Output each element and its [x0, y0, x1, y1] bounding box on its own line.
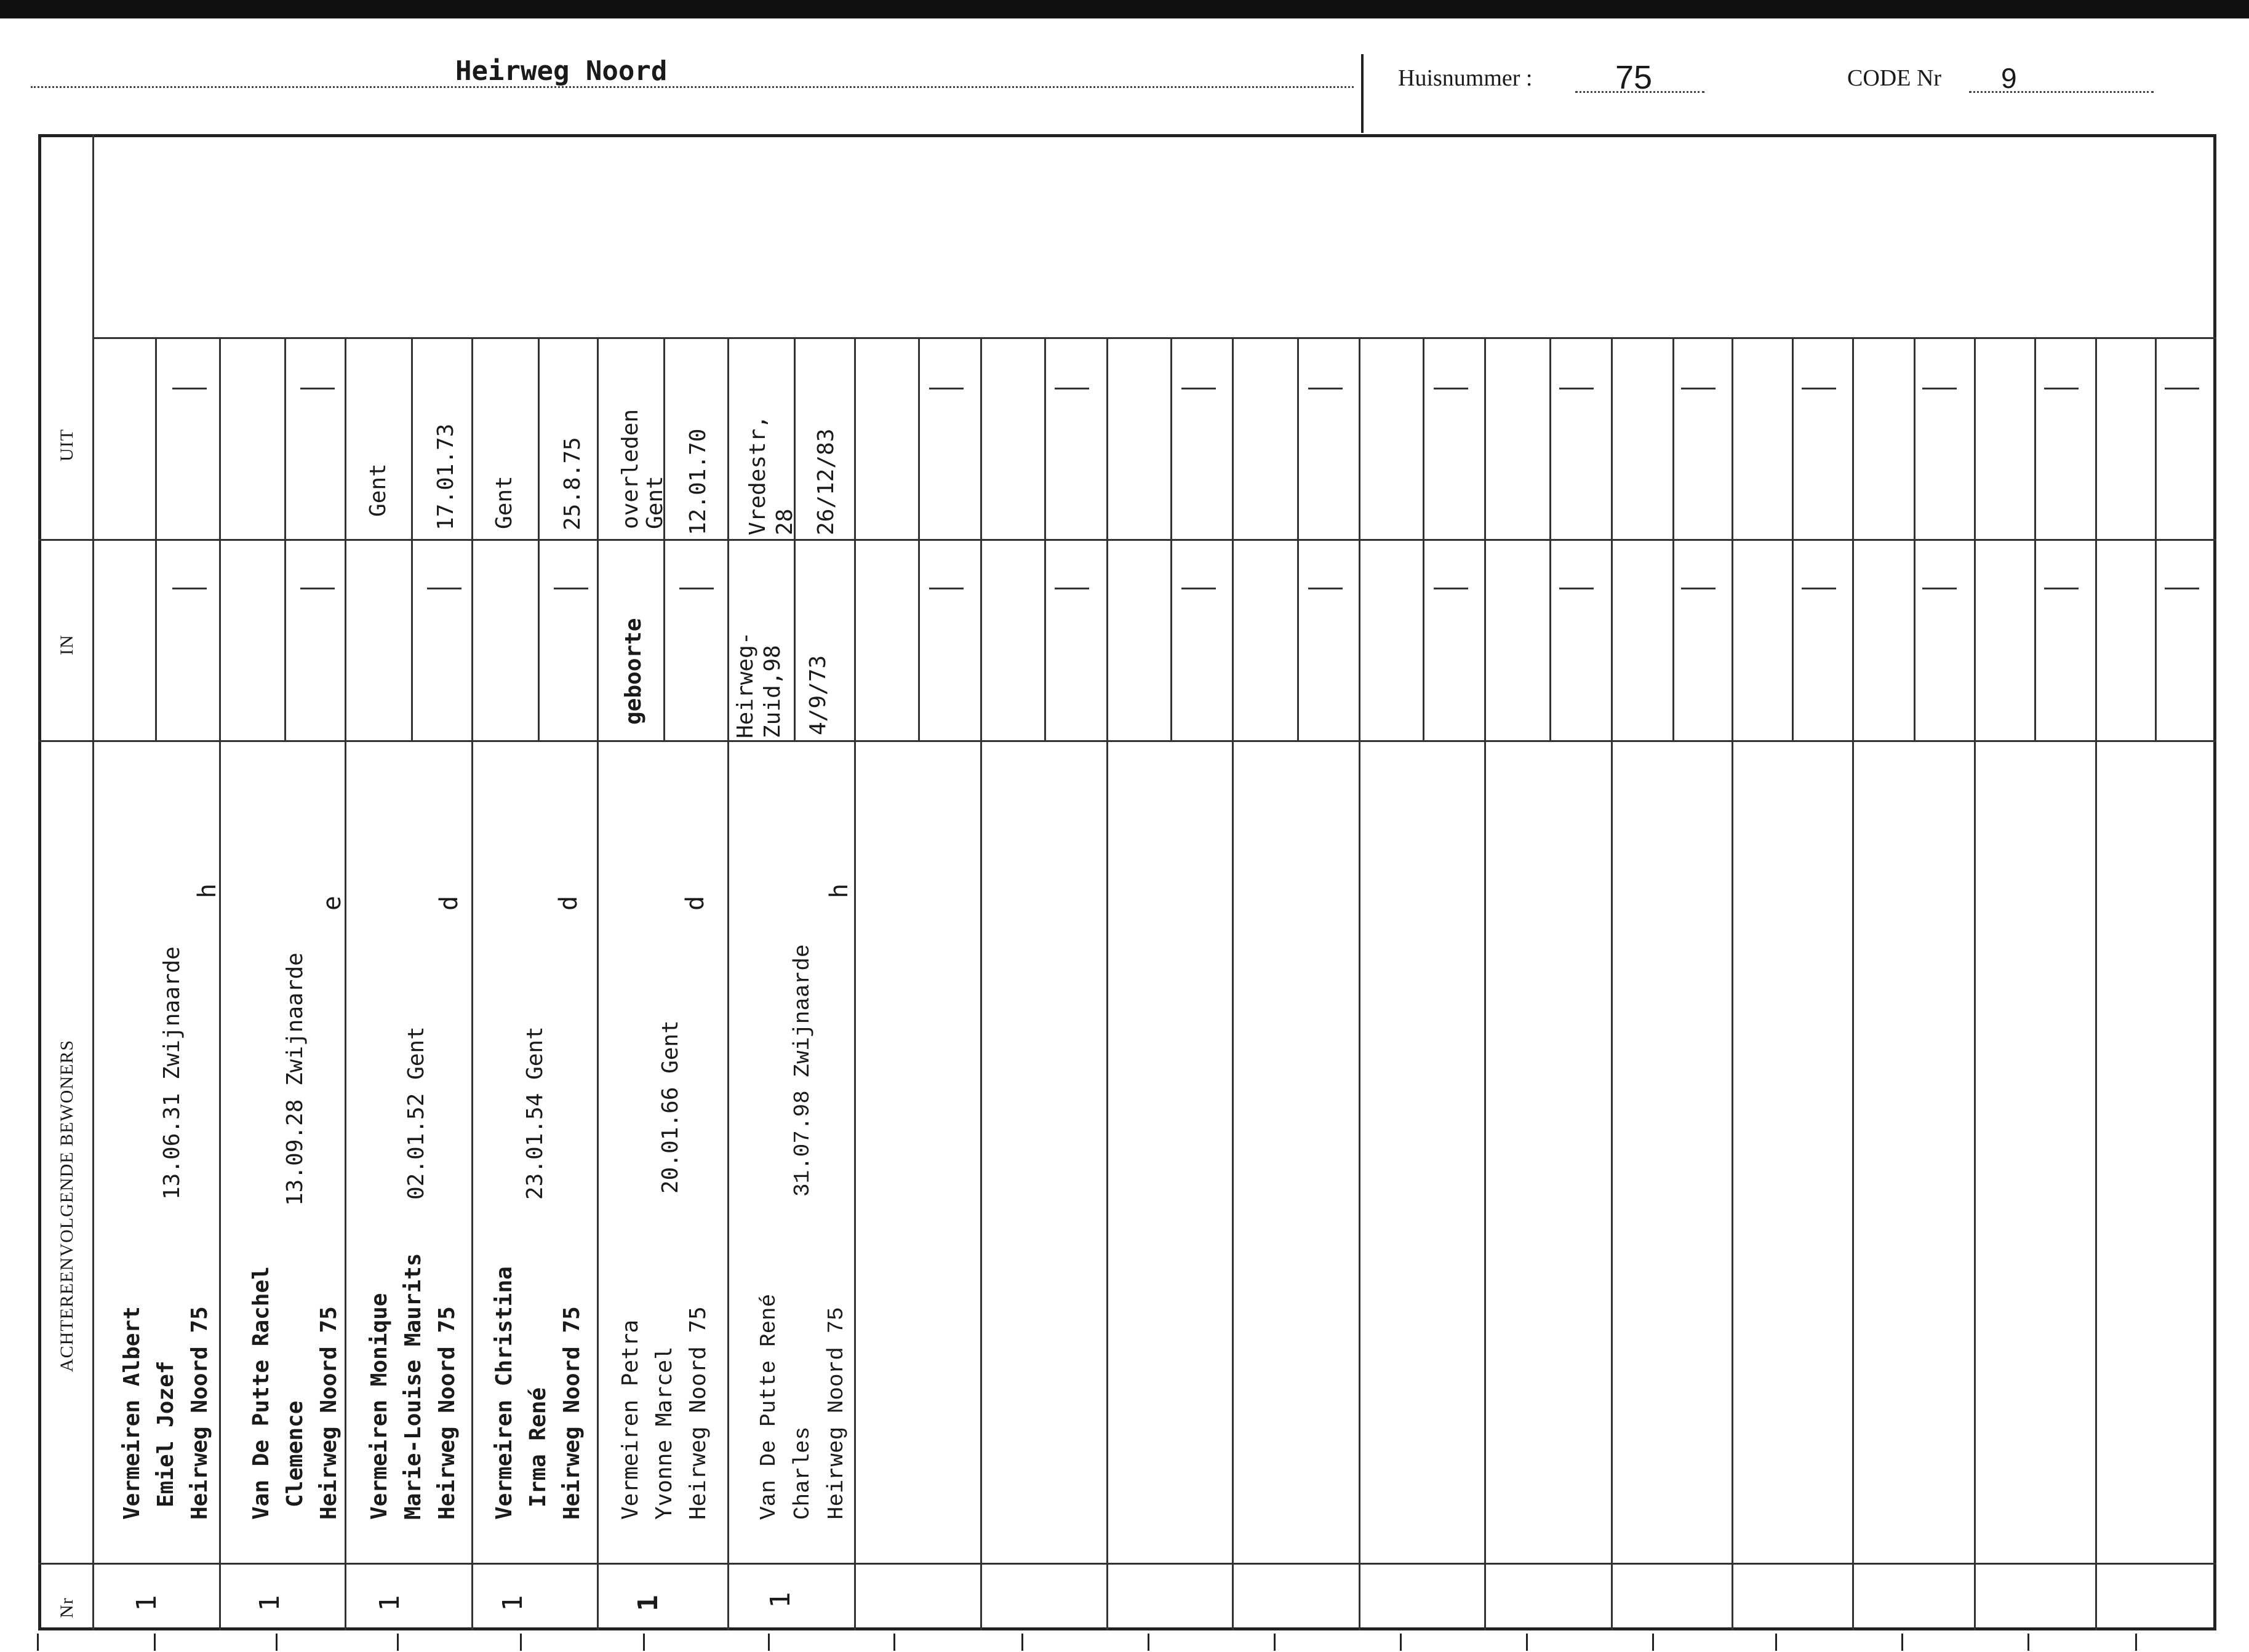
subcol-divider — [1423, 337, 1424, 740]
col-divider — [345, 337, 346, 1630]
empty-dash — [929, 388, 964, 389]
col-divider — [1852, 337, 1854, 1630]
entry-3-mark: d — [435, 895, 464, 911]
empty-dash — [300, 388, 335, 389]
col-divider — [1359, 337, 1360, 1630]
entry-1-address: Heirweg Noord 75 — [187, 1306, 212, 1520]
col-divider — [727, 337, 729, 1630]
empty-dash — [172, 588, 207, 589]
entry-6-address: Heirweg Noord 75 — [824, 1307, 849, 1520]
code-line — [1969, 91, 2154, 93]
divider-bewoners-nr — [38, 1563, 2216, 1565]
subcol-divider — [155, 337, 157, 740]
entry-5-birth: 20.01.66 Gent — [658, 1020, 683, 1194]
subcol-divider — [538, 337, 540, 740]
section-label-in: IN — [57, 634, 77, 655]
empty-dash — [1308, 388, 1343, 389]
entry-3-nr: 1 — [374, 1595, 405, 1611]
header-divider — [1361, 54, 1364, 133]
empty-dash — [554, 588, 588, 589]
entry-3-birth: 02.01.52 Gent — [404, 1026, 429, 1200]
subcol-divider — [1044, 337, 1046, 740]
entry-4-mark: d — [554, 895, 583, 911]
subcol-divider — [1792, 337, 1794, 740]
entry-2-nr: 1 — [254, 1595, 286, 1611]
entry-3-address: Heirweg Noord 75 — [434, 1306, 460, 1520]
entry-3-uit-date: 17.01.73 — [433, 423, 458, 530]
entry-5-address: Heirweg Noord 75 — [685, 1306, 711, 1520]
col-divider — [854, 337, 856, 1630]
subcol-divider — [918, 337, 920, 740]
subcol-divider — [1914, 337, 1915, 740]
empty-dash — [1434, 588, 1468, 589]
empty-dash — [1055, 588, 1089, 589]
empty-dash — [679, 588, 714, 589]
col-divider — [1974, 337, 1976, 1630]
entry-6-uit-place: Vredestr, 28 — [745, 415, 797, 535]
subcol-divider — [1672, 337, 1674, 740]
empty-dash — [1181, 588, 1216, 589]
subcol-divider — [2034, 337, 2036, 740]
bottom-tick — [2135, 1634, 2137, 1651]
empty-dash — [1055, 388, 1089, 389]
entry-1-name: Vermeiren Albert — [119, 1306, 145, 1520]
entry-4-address: Heirweg Noord 75 — [559, 1306, 585, 1520]
entry-5-nr: 1 — [632, 1595, 664, 1611]
bottom-tick — [1775, 1634, 1777, 1651]
subcol-divider — [411, 337, 413, 740]
entry-2-name2: Clemence — [282, 1400, 308, 1507]
bottom-tick — [643, 1634, 645, 1651]
subcol-divider — [2155, 337, 2157, 740]
empty-dash — [2044, 388, 2079, 389]
entry-2-birth: 13.09.28 Zwijnaarde — [282, 952, 308, 1206]
section-label-nr: Nr — [57, 1597, 77, 1618]
entry-1-birth: 13.06.31 Zwijnaarde — [159, 946, 185, 1200]
empty-dash — [1802, 588, 1836, 589]
empty-dash — [2165, 588, 2199, 589]
bottom-tick — [893, 1634, 895, 1651]
empty-dash — [1434, 388, 1468, 389]
entry-1-name2: Emiel Jozef — [153, 1360, 178, 1507]
entry-5-in-place: geboorte — [621, 618, 646, 725]
entry-2-name: Van De Putte Rachel — [249, 1266, 274, 1520]
divider-in-bewoners — [38, 740, 2216, 742]
empty-dash — [1559, 588, 1594, 589]
entry-4-name: Vermeiren Christina — [492, 1266, 517, 1520]
bottom-tick — [2027, 1634, 2029, 1651]
entry-6-in-place: Heirweg- Zuid,98 — [733, 631, 785, 738]
bottom-tick — [154, 1634, 156, 1651]
entry-4-uit-date: 25.8.75 — [560, 437, 585, 530]
entry-5-uit-date: 12.01.70 — [685, 428, 711, 535]
empty-dash — [2044, 588, 2079, 589]
subcol-divider — [794, 337, 796, 740]
col-divider — [1232, 337, 1234, 1630]
empty-dash — [1922, 388, 1957, 389]
empty-dash — [1308, 588, 1343, 589]
empty-dash — [2165, 388, 2199, 389]
entry-5-uit-place: overleden Gent — [618, 409, 668, 529]
bottom-tick — [520, 1634, 522, 1651]
entry-1-mark: h — [193, 883, 222, 899]
label-column-divider — [92, 134, 94, 1630]
col-divider — [2095, 337, 2097, 1630]
entry-5-mark: d — [681, 895, 710, 911]
entry-3-uit-place: Gent — [366, 463, 391, 517]
empty-dash — [1681, 588, 1716, 589]
col-divider — [471, 337, 473, 1630]
empty-dash — [1802, 388, 1836, 389]
section-label-bewoners: ACHTEREENVOLGENDE BEWONERS — [57, 1039, 77, 1372]
bottom-tick — [1274, 1634, 1276, 1651]
entry-5-name2: Yvonne Marcel — [652, 1346, 677, 1520]
entry-3-name2: Marie-Louise Maurits — [401, 1253, 426, 1520]
bottom-tick — [1021, 1634, 1023, 1651]
entry-6-nr: 1 — [764, 1592, 796, 1608]
huisnummer-label: Huisnummer : — [1398, 65, 1533, 91]
subcol-divider — [1549, 337, 1551, 740]
entry-6-mark: h — [825, 883, 854, 899]
col-divider — [1732, 337, 1733, 1630]
subcol-divider — [284, 337, 286, 740]
entry-6-birth: 31.07.98 Zwijnaarde — [790, 944, 815, 1197]
empty-dash — [172, 388, 207, 389]
bottom-tick — [1148, 1634, 1149, 1651]
scan-top-edge — [0, 0, 2249, 18]
code-value: 9 — [2001, 62, 2017, 94]
subcol-divider — [663, 337, 665, 740]
bottom-tick — [1652, 1634, 1654, 1651]
bottom-tick — [397, 1634, 399, 1651]
entry-4-nr: 1 — [497, 1595, 529, 1611]
entry-4-name2: Irma René — [525, 1387, 551, 1507]
bottom-tick — [276, 1634, 278, 1651]
empty-dash — [1681, 388, 1716, 389]
entry-6-name2: Charles — [790, 1426, 815, 1520]
entry-5-name: Vermeiren Petra — [618, 1319, 643, 1520]
empty-dash — [427, 588, 461, 589]
entry-1-nr: 1 — [130, 1595, 162, 1611]
entry-6-uit-date: 26/12/83 — [813, 428, 839, 535]
empty-dash — [929, 588, 964, 589]
col-divider — [1611, 337, 1613, 1630]
col-divider — [219, 337, 221, 1630]
entry-3-name: Vermeiren Monique — [367, 1293, 392, 1520]
street-line — [31, 86, 1354, 88]
empty-dash — [300, 588, 335, 589]
entry-4-birth: 23.01.54 Gent — [522, 1026, 548, 1200]
bottom-tick — [1901, 1634, 1903, 1651]
street-name: Heirweg Noord — [455, 55, 668, 87]
bottom-tick — [1526, 1634, 1528, 1651]
empty-dash — [1181, 388, 1216, 389]
empty-dash — [1559, 388, 1594, 389]
subcol-divider — [1297, 337, 1299, 740]
col-divider — [597, 337, 599, 1630]
col-divider — [980, 337, 982, 1630]
col-divider — [1484, 337, 1486, 1630]
subcol-divider — [1170, 337, 1172, 740]
bottom-tick — [768, 1634, 770, 1651]
entry-6-in-date: 4/9/73 — [805, 655, 831, 735]
entry-2-address: Heirweg Noord 75 — [316, 1306, 342, 1520]
entry-4-uit-place: Gent — [492, 476, 517, 529]
entry-6-name: Van De Putte René — [756, 1293, 781, 1520]
empty-dash — [1922, 588, 1957, 589]
divider-uit-in — [38, 539, 2216, 541]
section-label-uit: UIT — [57, 429, 77, 461]
huisnummer-value: 75 — [1615, 59, 1653, 96]
col-divider — [1106, 337, 1108, 1630]
code-label: CODE Nr — [1847, 65, 1942, 91]
entry-2-mark: e — [318, 895, 347, 911]
bottom-tick — [37, 1634, 39, 1651]
bottom-tick — [1400, 1634, 1402, 1651]
